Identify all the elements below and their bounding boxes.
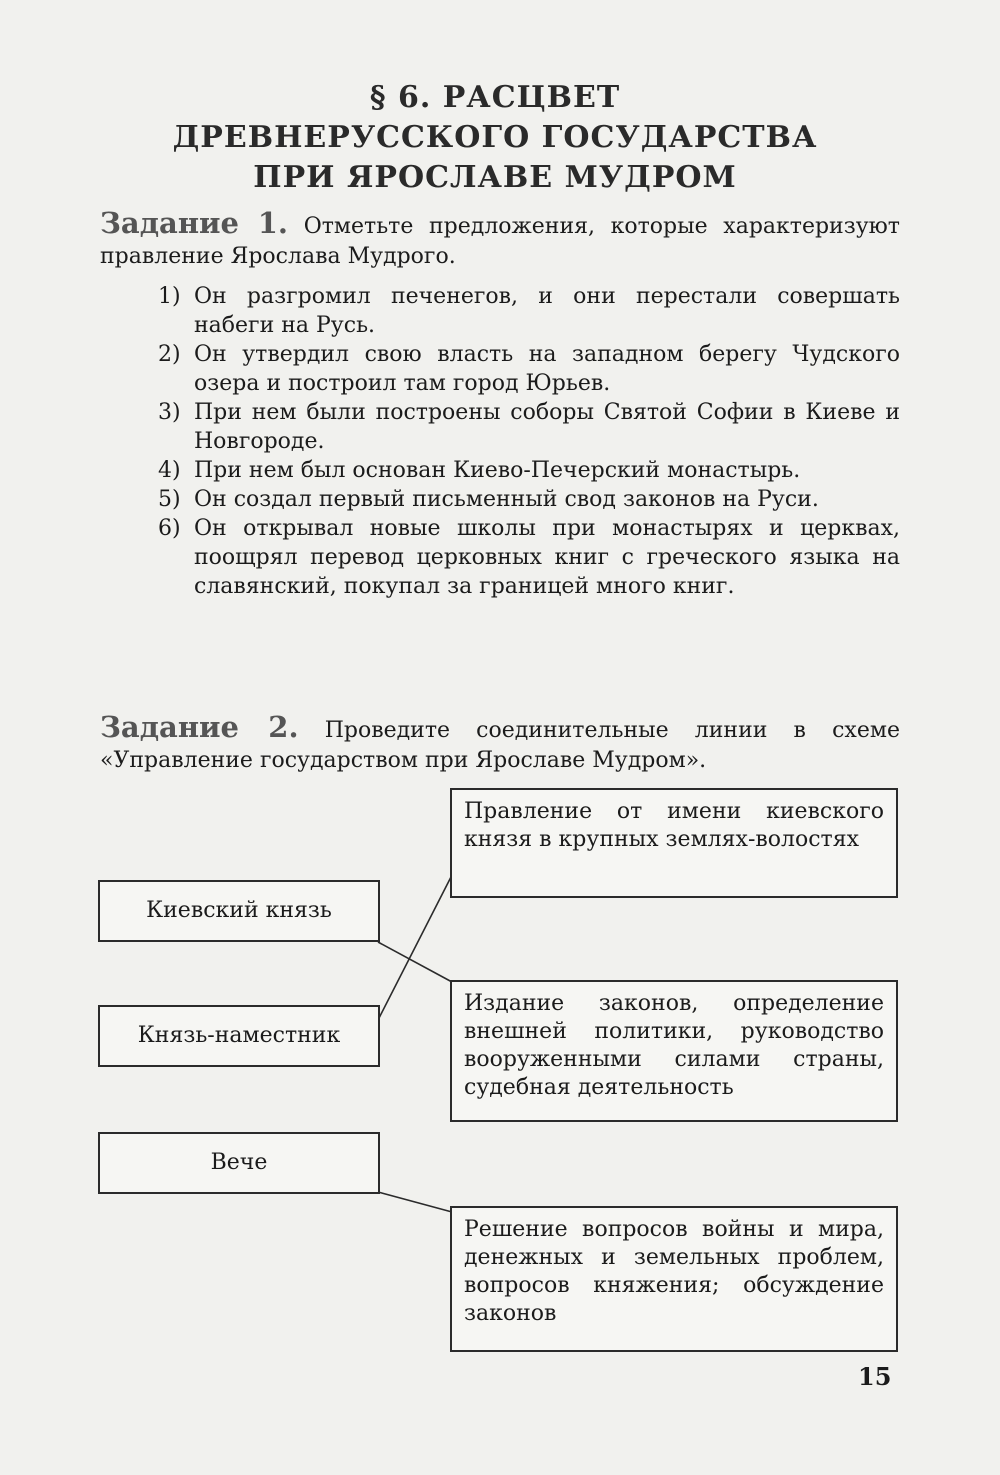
scheme-box-regional-rule[interactable] [450,788,898,898]
task-2-heading: Задание 2. [100,710,299,744]
page-number: 15 [858,1362,892,1391]
statement-text: При нем были построены соборы Святой Софии в Киеве и Новгороде. [194,400,900,454]
statement-number: 5) [158,487,181,512]
statement-text: При нем был основан Киево-Печерский монастырь. [194,458,801,483]
statement-text: Он утвердил свою власть на западном берегу Чудского озера и построил там город Юрьев. [194,342,900,396]
scheme-box-label: Киевский князь [146,898,332,923]
statement-text: Он создал первый письменный свод законов на Руси. [194,487,819,512]
scheme-box-war-peace[interactable] [450,1206,898,1352]
section-title-line-2: ДРЕВНЕРУССКОГО ГОСУДАРСТВА [172,120,818,155]
connector-line [378,1192,452,1212]
statement-number: 2) [158,342,181,367]
scheme-box-label: Князь-наместник [137,1023,341,1048]
scheme-box-label: Вече [210,1150,268,1175]
task-1-heading: Задание 1. [100,206,289,240]
scheme-box-kiev-prince[interactable] [98,880,380,942]
scheme-box-description: Правление от имени киевского князя в крупных землях-волостях [464,799,884,852]
scheme-box-description: Решение вопросов войны и мира, денежных и земельных проблем, вопросов княжения; обсуждение законов [464,1217,884,1326]
statement-number: 1) [158,284,181,309]
task-1-text: Отметьте предложения, которые характеризуют правление Ярослава Мудрого. [100,214,900,269]
section-title-line-1: § 6. РАСЦВЕТ [369,80,621,115]
statement-number: 3) [158,400,181,425]
statement-number: 4) [158,458,181,483]
scheme-box-laws-policy[interactable] [450,980,898,1122]
statement-number: 6) [158,516,181,541]
statement-text: Он разгромил печенегов, и они перестали совершать набеги на Русь. [194,284,900,338]
scheme-box-description: Издание законов, определение внешней политики, руководство вооруженными силами страны, судебная деятельность [464,991,884,1100]
scheme-box-vicegerent-prince[interactable] [98,1005,380,1067]
task-2-text: Проведите соединительные линии в схеме «Управление государством при Ярославе Мудром». [100,718,900,773]
statement-text: Он открывал новые школы при монастырях и церквах, поощрял перевод церковных книг с греческого языка на славянский, покупал за границей много книг. [194,516,900,599]
scheme-box-veche[interactable] [98,1132,380,1194]
section-title-line-3: ПРИ ЯРОСЛАВЕ МУДРОМ [253,160,737,195]
